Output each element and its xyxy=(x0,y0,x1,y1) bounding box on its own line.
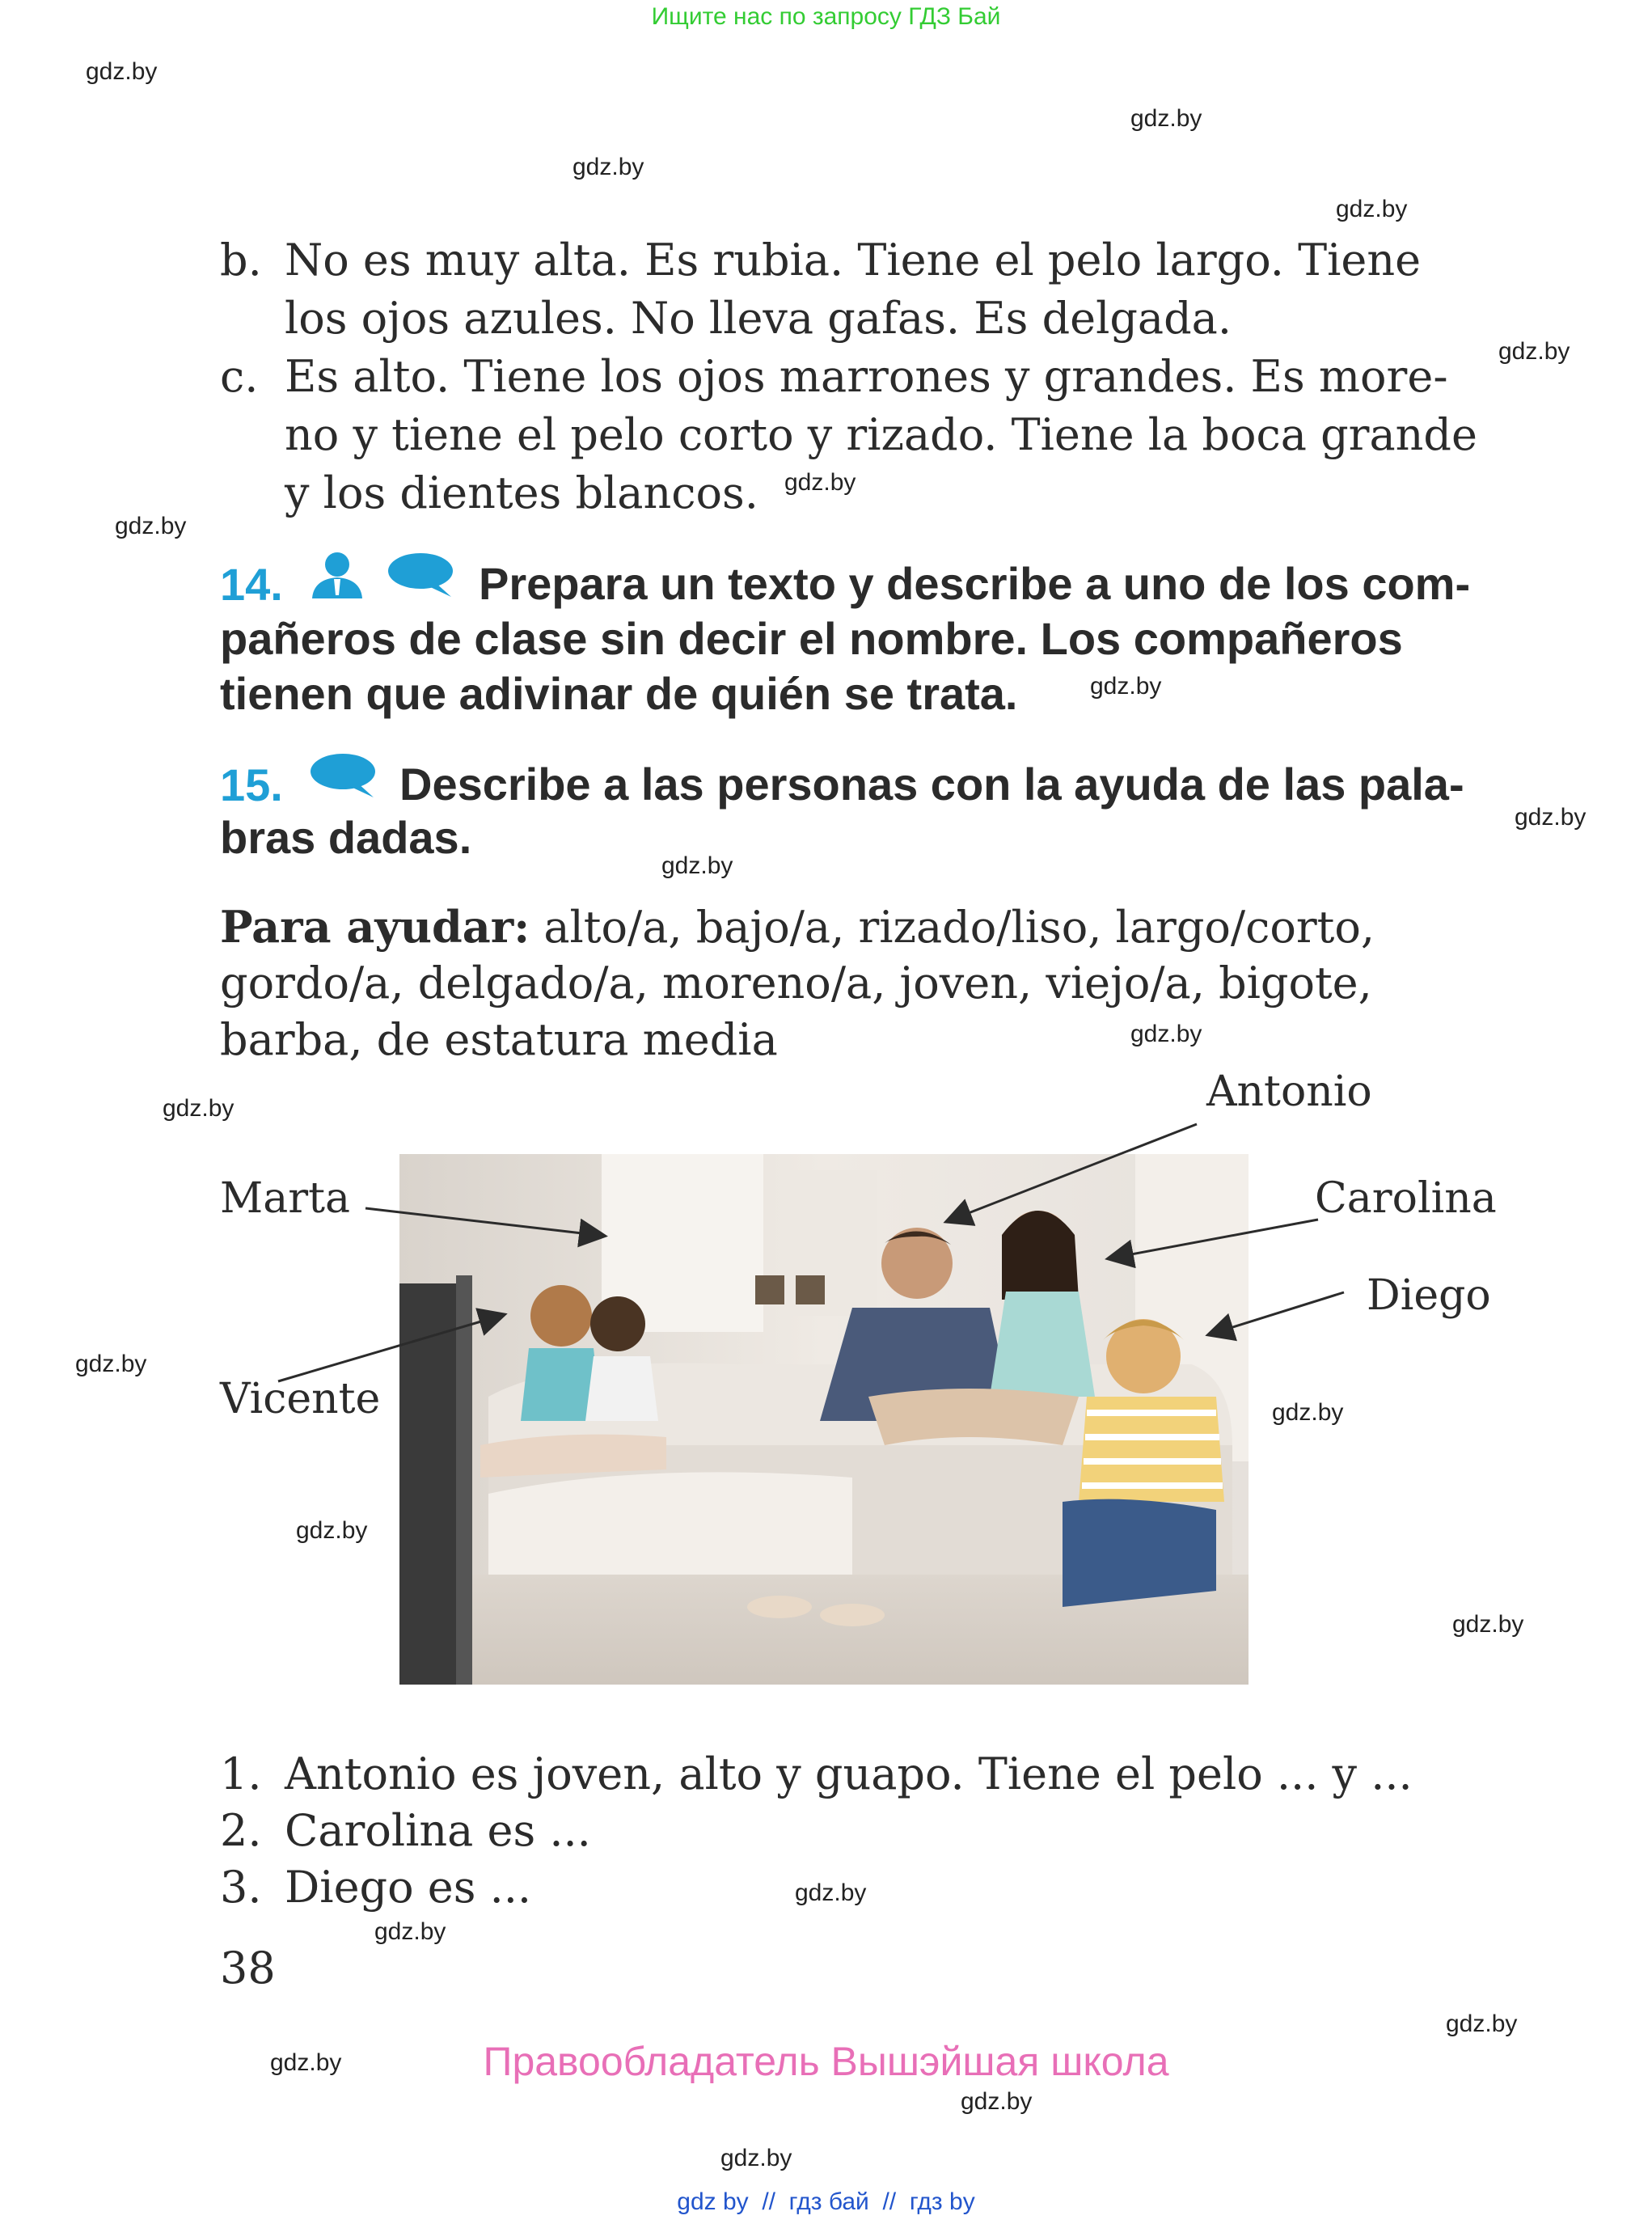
watermark: gdz.by xyxy=(86,58,158,85)
sentence-number: 1. xyxy=(220,1748,262,1799)
arrow-vicente xyxy=(278,1315,503,1381)
item-letter: b. xyxy=(220,235,262,285)
arrow-antonio xyxy=(948,1124,1197,1221)
watermark: gdz.by xyxy=(1515,804,1587,831)
exercise-15-text: bras dadas. xyxy=(220,812,472,863)
sentence xyxy=(220,1802,591,1860)
label-vicente: Vicente xyxy=(220,1375,381,1423)
page-number: 38 xyxy=(220,1943,276,1994)
helper-line: barba, de estatura media xyxy=(220,1014,778,1065)
item-letter: c. xyxy=(220,351,259,402)
exercise-15-number: 15. xyxy=(220,759,283,810)
sentence xyxy=(220,1745,1413,1803)
item-c-line: y los dientes blancos. xyxy=(285,467,758,518)
watermark: gdz.by xyxy=(1498,338,1570,365)
exercise-14-number: 14. xyxy=(220,559,283,610)
helper-words: alto/a, bajo/a, rizado/liso, largo/corto, xyxy=(543,902,1375,953)
watermark: gdz.by xyxy=(163,1095,234,1122)
helper-line: gordo/a, delgado/a, moreno/a, joven, viejo/a, bigote, xyxy=(220,958,1372,1008)
watermark: gdz.by xyxy=(1336,196,1408,222)
watermark: gdz.by xyxy=(720,2145,792,2171)
helper-label: Para ayudar: xyxy=(220,901,530,953)
watermark: gdz.by xyxy=(1130,1021,1202,1047)
watermark: gdz.by xyxy=(75,1351,147,1377)
watermark: gdz.by xyxy=(661,852,733,879)
search-hint: Ищите нас по запросу ГДЗ Бай xyxy=(651,3,1001,30)
item-text: No es muy alta. Es rubia. Tiene el pelo largo. Tiene xyxy=(285,235,1422,285)
sentence-number: 2. xyxy=(220,1805,262,1856)
exercise-14-text: tienen que adivinar de quién se trata. xyxy=(220,668,1018,719)
sentence xyxy=(220,1858,531,1917)
exercise-14-text: pañeros de clase sin decir el nombre. Los compañeros xyxy=(220,613,1403,664)
arrow-marta xyxy=(365,1208,603,1236)
footer-links[interactable]: gdz by // гдз бай // гдз by xyxy=(677,2188,975,2215)
watermark: gdz.by xyxy=(374,1918,446,1945)
watermark: gdz.by xyxy=(784,469,856,496)
label-marta: Marta xyxy=(220,1174,351,1223)
watermark: gdz.by xyxy=(572,154,644,180)
item-text: Es alto. Tiene los ojos marrones y grandes. Es more- xyxy=(285,351,1448,402)
watermark: gdz.by xyxy=(115,513,187,539)
copyright-notice: Правообладатель Вышэйшая школа xyxy=(483,2039,1169,2084)
watermark: gdz.by xyxy=(1446,2010,1518,2037)
exercise-15-text: Describe a las personas con la ayuda de las pala- xyxy=(399,759,1464,810)
exercise-14-text: Prepara un texto y describe a uno de los com- xyxy=(479,558,1471,609)
sentence-number: 3. xyxy=(220,1862,262,1913)
watermark: gdz.by xyxy=(795,1879,867,1906)
watermark: gdz.by xyxy=(1272,1399,1344,1426)
label-carolina: Carolina xyxy=(1315,1174,1497,1223)
sentence-text: Carolina es ... xyxy=(285,1805,591,1856)
watermark: gdz.by xyxy=(1090,673,1162,700)
watermark: gdz.by xyxy=(296,1517,368,1544)
arrow-diego xyxy=(1210,1292,1344,1334)
item-b-line: los ojos azules. No lleva gafas. Es delgada. xyxy=(285,293,1232,344)
label-diego: Diego xyxy=(1367,1271,1491,1320)
sentence-text: Antonio es joven, alto y guapo. Tiene el pelo ... y ... xyxy=(285,1748,1413,1799)
sentence-text: Diego es ... xyxy=(285,1862,532,1913)
watermark: gdz.by xyxy=(961,2088,1033,2115)
label-antonio: Antonio xyxy=(1206,1068,1372,1116)
watermark: gdz.by xyxy=(270,2049,342,2076)
arrow-carolina xyxy=(1109,1220,1318,1258)
watermark: gdz.by xyxy=(1130,105,1202,132)
item-c-line: no y tiene el pelo corto y rizado. Tiene la boca grande xyxy=(285,409,1477,460)
watermark: gdz.by xyxy=(1452,1611,1524,1638)
